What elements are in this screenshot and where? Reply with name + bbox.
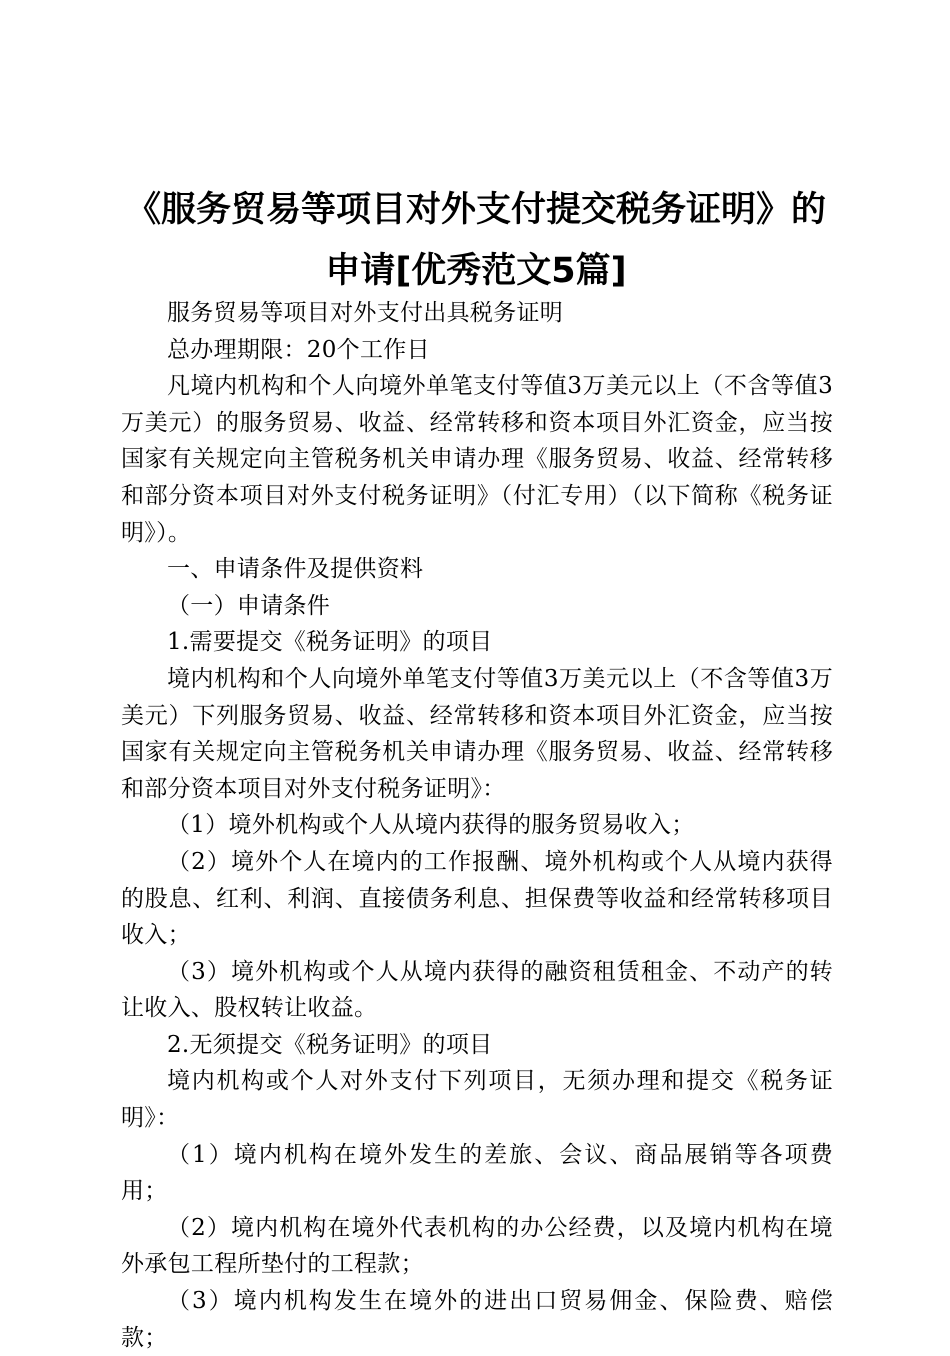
list-item: （3）境内机构发生在境外的进出口贸易佣金、保险费、赔偿款； bbox=[121, 1288, 833, 1351]
list-item: （2）境外个人在境内的工作报酬、境外机构或个人从境内获得的股息、红利、利润、直接债务利息、担保费等收益和经常转移项目收入； bbox=[121, 848, 833, 949]
list-item: （1）境内机构在境外发生的差旅、会议、商品展销等各项费用； bbox=[121, 1141, 833, 1205]
body-paragraph: 服务贸易等项目对外支付出具税务证明 bbox=[167, 300, 564, 326]
body-paragraph: 境内机构和个人向境外单笔支付等值3万美元以上（不含等值3万美元）下列服务贸易、收益、经常转移和资本项目外汇资金，应当按国家有关规定向主管税务机关申请办理《服务贸易、收益、经常转移和部分资本项目对外支付税务证明》： bbox=[121, 665, 833, 802]
section-heading: 一、申请条件及提供资料 bbox=[167, 556, 424, 583]
document-body bbox=[121, 295, 833, 1356]
item-heading: 1.需要提交《税务证明》的项目 bbox=[167, 629, 493, 656]
body-paragraph: 总办理期限：20个工作日 bbox=[167, 336, 430, 363]
list-item: （3）境外机构或个人从境内获得的融资租赁租金、不动产的转让收入、股权转让收益。 bbox=[121, 958, 833, 1022]
document-title-line-2: 申请[优秀范文5篇] bbox=[325, 251, 627, 291]
body-paragraph: 凡境内机构和个人向境外单笔支付等值3万美元以上（不含等值3万美元）的服务贸易、收益、经常转移和资本项目外汇资金，应当按国家有关规定向主管税务机关申请办理《服务贸易、收益、经常转移和部分资本项目对外支付税务证明》（付汇专用）（以下简称《税务证明》）。 bbox=[121, 373, 833, 546]
list-item: （2）境内机构在境外代表机构的办公经费，以及境内机构在境外承包工程所垫付的工程款； bbox=[121, 1214, 833, 1278]
body-paragraph: 境内机构或个人对外支付下列项目，无须办理和提交《税务证明》： bbox=[121, 1068, 833, 1132]
item-heading: 2.无须提交《税务证明》的项目 bbox=[167, 1031, 493, 1058]
list-item: （1）境外机构或个人从境内获得的服务贸易收入； bbox=[167, 812, 695, 839]
subsection-heading: （一）申请条件 bbox=[167, 592, 331, 619]
document-title-line-1: 《服务贸易等项目对外支付提交税务证明》的 bbox=[125, 190, 826, 230]
